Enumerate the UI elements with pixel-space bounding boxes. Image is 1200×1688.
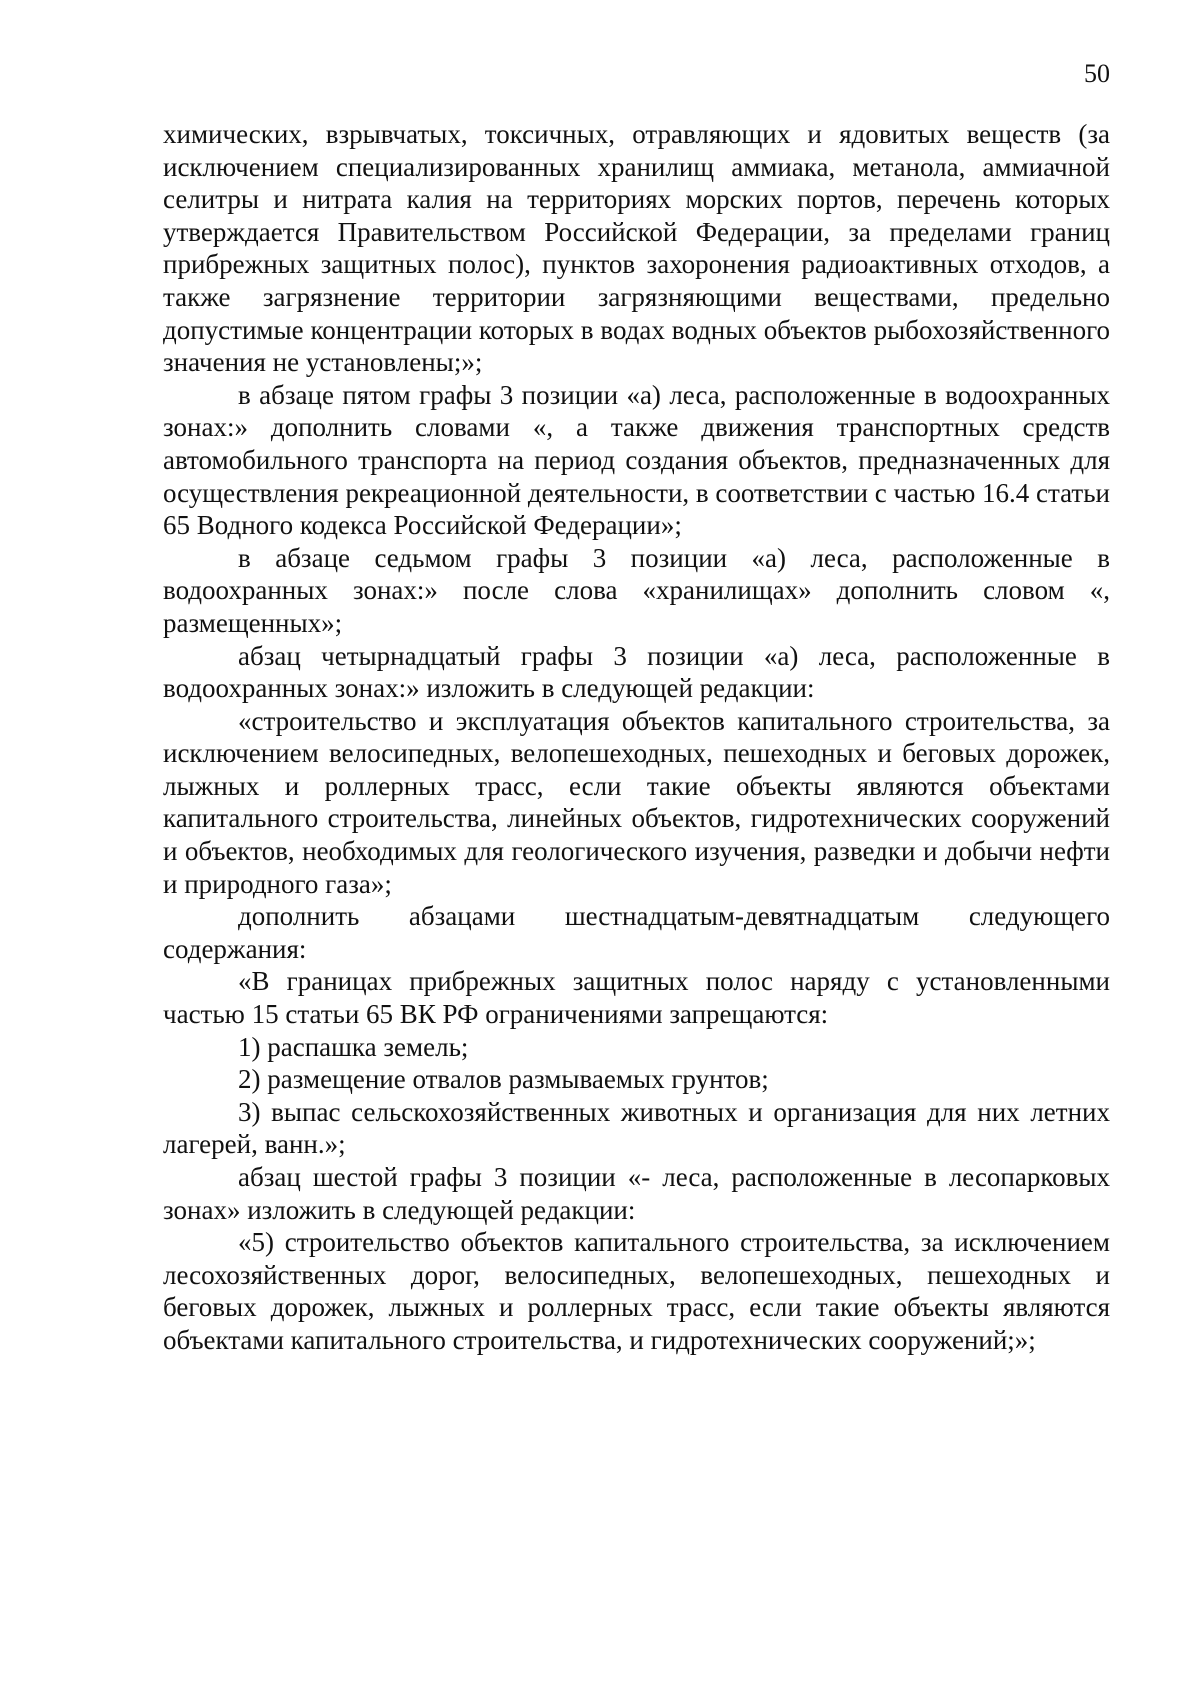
paragraph-amendment-sixth-abzac: абзац шестой графы 3 позиции «- леса, расположенные в лесопарковых зонах» изложить в следующей редакции: bbox=[163, 1162, 1110, 1225]
list-item-2: 2) размещение отвалов размываемых грунтов; bbox=[238, 1064, 769, 1095]
paragraph-amendment-seventh-abzac: в абзаце седьмом графы 3 позиции «а) леса, расположенные в водоохранных зонах:» после слова «хранилищах» дополнить словом «, размещенных»; bbox=[163, 542, 1110, 638]
paragraph-quoted-prohibitions: «В границах прибрежных защитных полос наряду с установленными частью 15 статьи 65 ВК РФ ограничениями запрещаются: bbox=[163, 966, 1110, 1030]
paragraph-amendment-fourteenth-abzac: абзац четырнадцатый графы 3 позиции «а) леса, расположенные в водоохранных зонах:» изложить в следующей редакции: bbox=[163, 640, 1110, 704]
page-number: 50 bbox=[1084, 59, 1110, 88]
paragraph-amendment-fifth-abzac: в абзаце пятом графы 3 позиции «а) леса, расположенные в водоохранных зонах:» дополнить словами «, а также движения транспортных средств автомобильного транспорта на период создания объектов, предназначенных для осуществления рекреационной деятельности, в соответствии с частью 16.4 статьи 65 Водного кодекса Российской Федерации»; bbox=[163, 379, 1110, 541]
document-body bbox=[163, 118, 1110, 1357]
paragraph-continuation: химических, взрывчатых, токсичных, отравляющих и ядовитых веществ (за исключением специализированных хранилищ аммиака, метанола, аммиачной селитры и нитрата калия на территориях морских портов, перечень которых утверждается Правительством Российской Федерации, за пределами границ прибрежных защитных полос), пунктов захоронения радиоактивных отходов, а также загрязнение территории загрязняющими веществами, предельно допустимые концентрации которых в водах водных объектов рыбохозяйственного значения не установлены;»; bbox=[163, 119, 1110, 378]
list-item-3: 3) выпас сельскохозяйственных животных и организация для них летних лагерей, ванн.»; bbox=[163, 1096, 1110, 1160]
paragraph-quoted-item-5: «5) строительство объектов капитального строительства, за исключением лесохозяйственных дорог, велосипедных, велопешеходных, пешеходных и беговых дорожек, лыжных и роллерных трасс, если такие объекты являются объектами капитального строительства, и гидротехнических сооружений;»; bbox=[163, 1227, 1110, 1355]
paragraph-quoted-construction: «строительство и эксплуатация объектов капитального строительства, за исключением велосипедных, велопешеходных, пешеходных и беговых дорожек, лыжных и роллерных трасс, если такие объекты являются объектами капитального строительства, линейных объектов, гидротехнических сооружений и объектов, необходимых для геологического изучения, разведки и добычи нефти и природного газа»; bbox=[163, 705, 1110, 899]
paragraph-add-abzacs: дополнить абзацами шестнадцатым-девятнадцатым следующего содержания: bbox=[163, 901, 1110, 964]
list-item-1: 1) распашка земель; bbox=[238, 1031, 469, 1062]
